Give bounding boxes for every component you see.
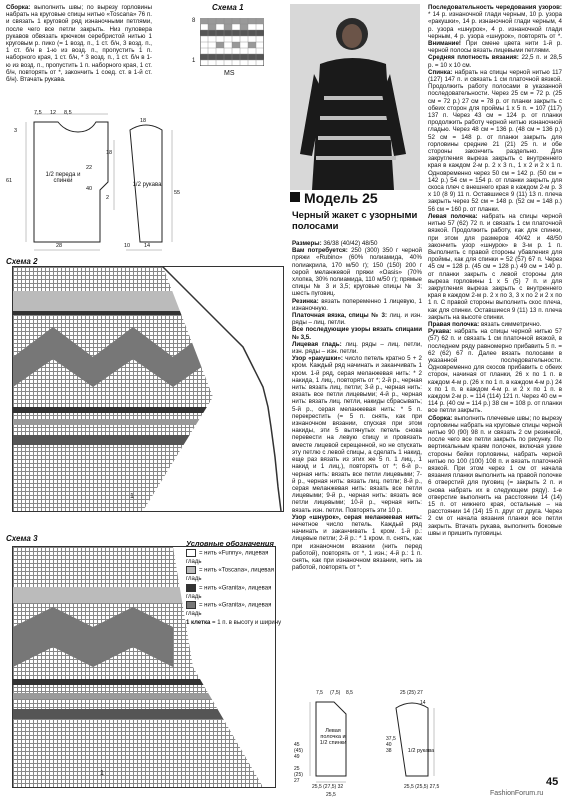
bottom-h2-group: 25 (25) 27	[294, 766, 303, 784]
scheme1-row-bottom: 1	[192, 58, 196, 64]
bottom-top5: 14	[420, 700, 426, 706]
scheme1-title: Схема 1	[212, 3, 244, 12]
top-sleeve-w2: 14	[144, 243, 151, 249]
top-h2: 61	[6, 178, 13, 184]
bottom-top3: 8,5	[346, 690, 353, 696]
legend-item: = нить «Granita», лицевая гладь	[186, 602, 272, 618]
swatch-mid	[186, 601, 196, 609]
legend-title: Условные обозначения	[186, 539, 274, 548]
assembly-title: Сборка:	[6, 4, 31, 11]
bottom-top2: (7,5)	[330, 690, 341, 696]
top-h1: 3	[14, 128, 18, 134]
title-block	[290, 192, 300, 202]
top-h4: 40	[86, 186, 93, 192]
swatch-white	[186, 549, 196, 557]
bottom-b2: 25,5	[326, 792, 336, 798]
scheme2-chart	[12, 266, 284, 512]
bottom-label-sleeve: 1/2 рукава	[407, 748, 435, 754]
swatch-light	[186, 566, 196, 574]
bottom-label-left: Левая полочка и 1/2 спинки	[319, 728, 347, 746]
scheme1-chart	[200, 18, 264, 66]
top-w2: 12	[50, 110, 57, 116]
assembly-paragraph	[6, 4, 152, 83]
scheme3-marker: 1	[100, 770, 104, 777]
top-sleeve-top: 18	[140, 118, 147, 124]
model-title: Модель 25	[304, 190, 378, 206]
top-bottom: 28	[56, 243, 63, 249]
bottom-top1: 7,5	[316, 690, 323, 696]
site-watermark: FashionForum.ru	[490, 790, 544, 797]
top-h6: 2	[106, 195, 110, 201]
swatch-dark	[186, 584, 196, 592]
legend-item: = нить «Toscana», лицевая гладь	[186, 567, 274, 583]
top-h3: 22	[86, 165, 93, 171]
scheme3-title: Схема 3	[6, 534, 38, 543]
bottom-b1: 25,5 (27,5) 32	[312, 784, 344, 790]
model-body: Размеры: 36/38 (40/42) 48/50 Вам потребуется: 250 (300) 350 г черной пряжи «Rubino» (60% полиамида, 40% полиакрила, 170 м/50 г); 150 (150) 200 г серой меланжевой пряжи «Oasis» (70% хлопка, 30% полиамида, 110 м/50 г); прямые спицы № 3 и 3,5; круговые спицы № 3; шесть пуговиц. Резинка: вязать попеременно 1 лицевую, 1 изнаночную. Платочная вязка, спицы № 3: лиц. и изн. ряды – лиц. петли. Все последующие узоры вязать спицами № 3,5. Лицевая гладь: лиц. ряды – лиц. петли, изн. ряды – изн. петли. Узор «ракушки»: число петель кратно 5 + 2 кром. Каждый ряд начинать и заканчивать 1 кром. 1-й ряд, серая меланжевая нить: * 2 накида, 1 лиц., повторять от *; 2-й р., черная нить: вязать лиц. петли; 3-й р., черная нить: вязать все петли лицевыми; 4-й р., черная нить: вязать лиц. петли, накиды сбрасывать; 5-й р., серая меланжевая нить: * 5 п. перекрестить (= 5 п. снять, как при изнаночном вязании, спуская при этом накиды, эти 5 вытянутых петель снова перевести на левую спицу и провязать вместе лицевой скрещенной, но не спускать эту петлю с левой спицы, а сделать 1 накид, еще раз вязать из этих же 5 п. 1 лиц., 1 накид и 1 лиц.), повторять от *; 6-й р., черная нить: вязать все петли лицевыми; 7-й р., черная нить: вязать лиц. петли; 8-й р., серая меланжевая нить: вязать все петли лицевыми; 9-й р., черная нить: вязать все петли лицевыми; 10-й р., черная нить: вязать изн. петли. Повторять эти 10 р. Узор «шнурок», серая меланжевая нить: нечетное число петель. Каждый ряд начинать и заканчивать 1 кром. 1-й р.: лицевые петли; 2-й р.: * 1 кром. п. снять, как при изнаночном вязании (нить перед работой), повторять от *, 1 изн.; 4-й р.: 1 п. снять, как при изнаночном вязании, нить за работой, повторять от *.	[292, 240, 422, 572]
cell-note-bold: 1 клетка	[186, 619, 211, 626]
bottom-sr: 37,5 40 38	[386, 736, 396, 754]
scheme1-ms: MS	[224, 70, 235, 77]
scheme2-marker: 1	[130, 493, 134, 500]
scheme2-title: Схема 2	[6, 257, 38, 266]
top-h5: 18	[106, 150, 113, 156]
top-sleeve-label: 1/2 рукава	[132, 182, 162, 188]
bottom-sb: 25,5 (25,5) 27,5	[404, 784, 440, 790]
right-column: Последовательность чередования узоров: * 14 р. изнаночной глади черным, 10 р. узора «ракушки», 14 р. изнаночной глади черным, 4 р. узора «шнурок», 4 р. изнаночной глади черным, 4 р. узора «шнурок», повторять от *. Внимание! При смене цвета нити 1-й р. черной полосы вязать лицевыми петлями. Средняя плотность вязания: 22,5 п. и 28,5 р. = 10 х 10 см. Спинка: набрать на спицы черной нитью 117 (127) 147 п. и связать 1 см платочной вязкой. Продолжить работу полосами в указанной последовательности. Через 25 см = 72 р. (25 см = 72 р.) 27 см = 78 р. от планки закрыть с обеих сторон для проймы 1 х 5 п. = 107 (117) 137 п. Через 43 см = 124 р. от планки продолжить работу черной нитью изнаночной гладью. Через 48 см = 136 р. (48 см = 136 р.) 52 см = 148 р. от планки закрыть для горловины средние 21 (21) 25 п. и обе стороны закончить раздельно. Для закругления выреза закрыть с внутреннего края в каждом 2-м р. 2 х 3 п., 1 х 2 и 2 х 1 п. Одновременно через 50 см = 142 р. (50 см = 142 р.) 54 см = 154 р. от планки закрыть для скоса плеч с внешнего края в каждом 2-м р. 3 х 10 (8 9) 11 п. Оставшиеся 9 (11) 13 п. плеча закрыть через 52 см = 148 р. (52 см = 148 р.) 56 см = 160 р. от планки. Левая полочка: набрать на спицы черной нитью 57 (62) 72 п. и связать 1 см платочной вязкой. Продолжить работу, как для спинки, при этом для размеров 40/42 и 48/50 закончить узор «шнурок» в 3-м р. 1 п. Выполнить с правой стороны убавления для проймы, как для спинки = 52 (57) 67 п. Через 45 см = 128 р. (45 см = 128 р.) 49 см = 140 р. от планки закрыть с левой стороны для выреза горловины 1 х 5 (5) 7 п. и для закругления выреза закрыть с внутреннего края в каждом 2-м р. 2 х по 3, 3 х по 2 и 2 х по 1 п. С правой стороны выполнить скос плеча, как для спинки. Оставшиеся 9 (11) 13 п. плеча закрыть на высоте спинки. Правая полочка: вязать симметрично. Рукава: набрать на спицы черной нитью 57 (57) 62 п. и связать 1 см платочной вязкой, в последнем ряду равномерно прибавить 5 п. = 62 (62) 67 п. Далее вязать полосами в указанной последовательности. Одновременно для скосов прибавить с обеих сторон, начиная от планки, 26 х по 1 п. в каждом 4-м р. (26 х по 1 п. в каждом 4-м р.) 24 х по 1 п. в каждом 4-м р. и 2 х по 1 п. в каждом 2-м р. = 114 (114) 121 п. Через 40 см = 114 р. (40 см = 114 р.) 38 см = 108 р. от планки все петли закрыть. Сборка: выполнить плечевые швы; по вырезу горловины набрать на круговые спицы черной нитью 90 (90) 98 п. и связать 2 см резинкой, после чего все петли закрыть по рисунку. По вертикальным краям полочек, включая узкие стороны бейки горловины, набрать черной нитью по 100 (100) 108 п. и вязать платочной вязкой. При этом через 1 см от начала вязания планки выполнить на правой полочке 6 отверстий для пуговиц (= закрыть 2 п. и снова набрать их в следующем ряду). 1-е отверстие выполнить на расстоянии 14 (14) 15 п. от нижнего края, остальные – на расстоянии 14 (14) 15 п. друг от друга. Через 2 см от начала вязания планки все петли закрыть. Втачать рукава, выполнить боковые швы и пришить пуговицы.	[428, 4, 562, 537]
legend-item: = нить «Granita», лицевая гладь	[186, 585, 272, 600]
assembly-body: выполнить швы; по вырезу горловины набрать на круговые спицы нитью «Toscana» 76 п. и связать 1 круговой ряд изнаночными петлями, после чего все петли закрыть. Низ пуловера рукавов обвязать крючком серебристой нитью 1 круговым р. пико (= 1 возд. п., 1 ст. б/н, 3 возд. п., 1 ст. б/н в 1-ю из возд. п., пропустить 1 п. наборного края, 1 ст. б/н, * 3 возд. п., 1 ст. б/н в 1-ю из возд. п., пропустить 1 п. наборного края, 1 ст. б/н, повторять от *, закончить 1 соед. ст. в 1-й ст. б/н). Втачать рукава.	[6, 4, 152, 84]
bottom-h-group: 45 (45) 49	[294, 742, 303, 760]
top-front-label: 1/2 переда и спинки	[45, 172, 81, 184]
top-w3: 8,5	[64, 110, 72, 116]
pattern-bottom	[294, 692, 444, 792]
top-sleeve-w1: 10	[124, 243, 131, 249]
top-sleeve-h: 55	[174, 190, 181, 196]
top-w1: 7,5	[34, 110, 42, 116]
cell-note: = 1 п. в высоту и ширину	[212, 619, 282, 626]
bottom-top4: 25 (25) 27	[400, 690, 423, 696]
model-subtitle: Черный жакет с узорными полосами	[292, 210, 418, 232]
scheme1-row-top: 8	[192, 18, 196, 24]
model-photo	[290, 4, 420, 190]
legend-item: = нить «Funny», лицевая гладь	[186, 550, 269, 565]
page-number: 45	[546, 776, 559, 788]
legend	[186, 540, 282, 627]
